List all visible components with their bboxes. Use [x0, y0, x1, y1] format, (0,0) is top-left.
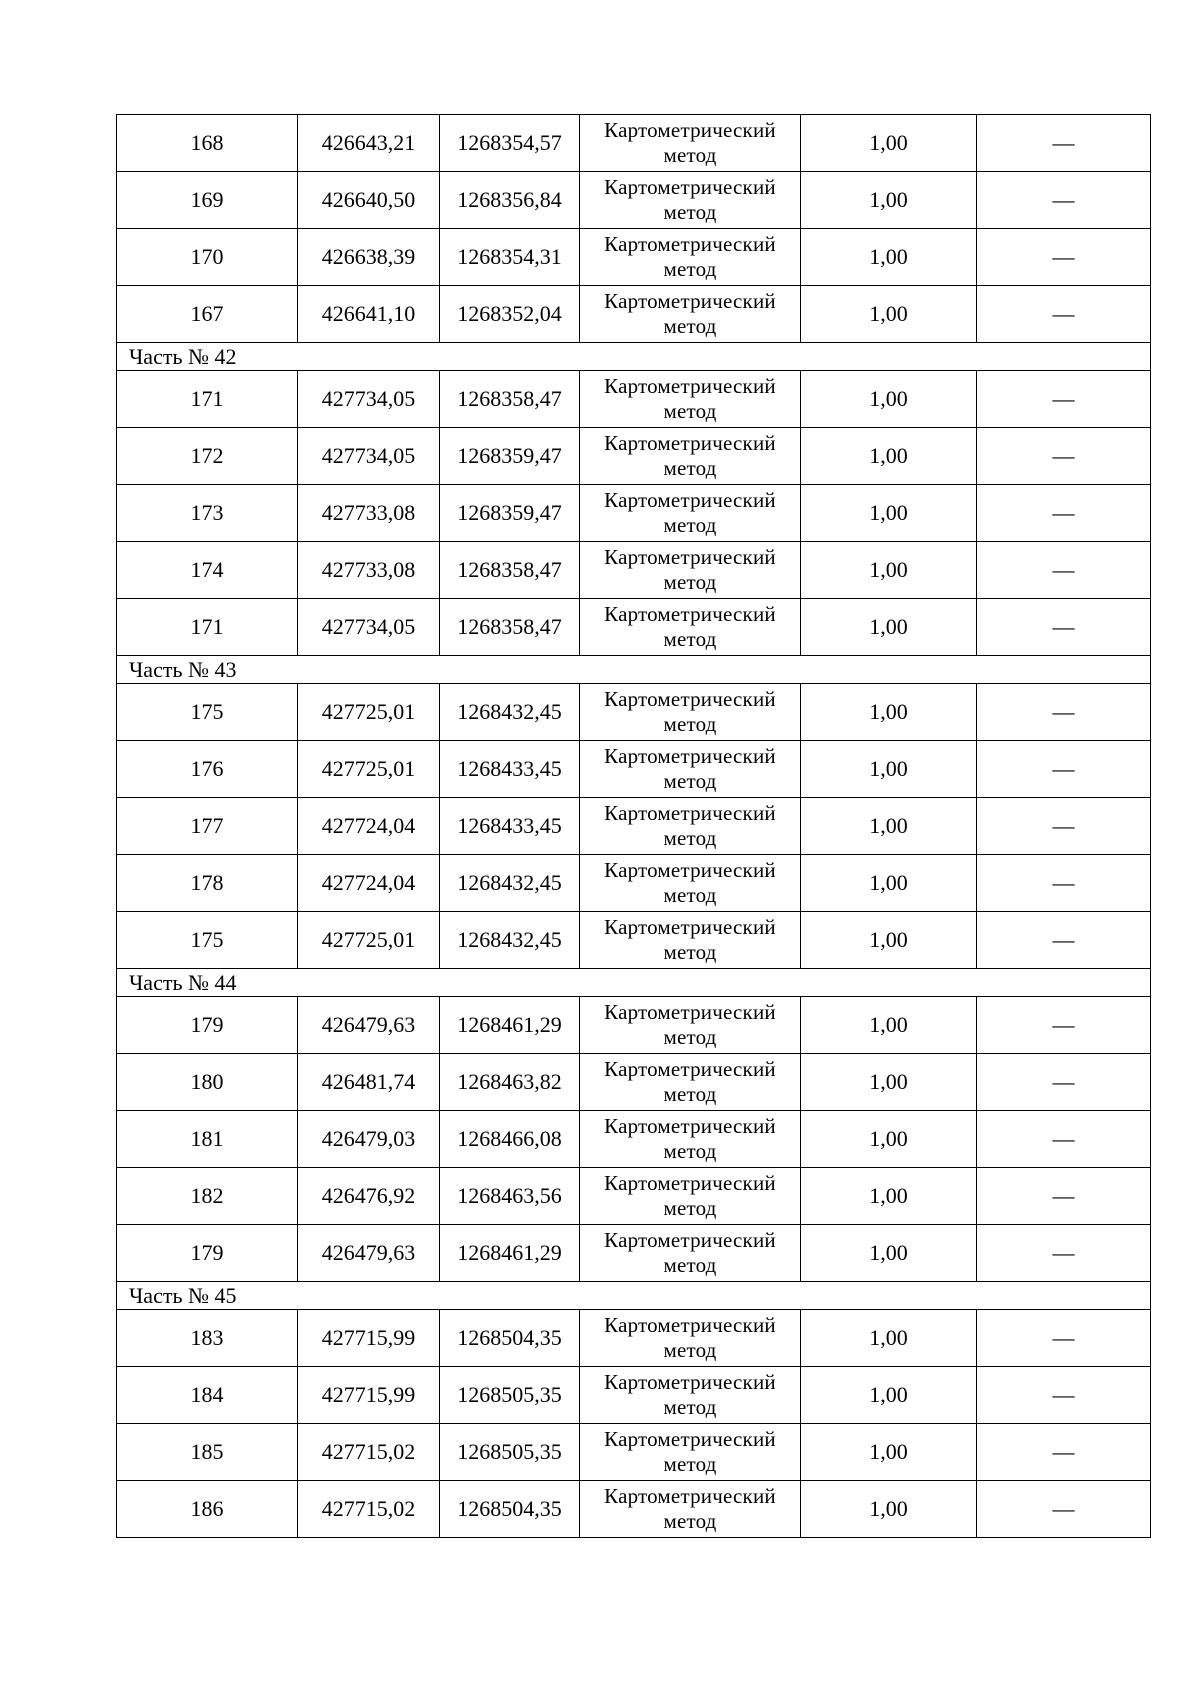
method-cell: Картометрический метод — [580, 229, 801, 286]
x-coordinate-cell: 426638,39 — [298, 229, 440, 286]
table-row — [117, 1310, 1151, 1367]
point-number-cell: 179 — [117, 1225, 298, 1282]
description-cell: — — [977, 115, 1151, 172]
x-coordinate-cell: 427724,04 — [298, 798, 440, 855]
table-row — [117, 599, 1151, 656]
point-number-cell: 179 — [117, 997, 298, 1054]
x-coordinate-cell: 426640,50 — [298, 172, 440, 229]
method-cell: Картометрический метод — [580, 485, 801, 542]
y-coordinate-cell: 1268432,45 — [440, 855, 580, 912]
description-cell: — — [977, 485, 1151, 542]
x-coordinate-cell: 426479,63 — [298, 1225, 440, 1282]
table-row — [117, 542, 1151, 599]
x-coordinate-cell: 426479,63 — [298, 997, 440, 1054]
description-cell: — — [977, 1054, 1151, 1111]
accuracy-cell: 1,00 — [801, 741, 977, 798]
x-coordinate-cell: 427715,02 — [298, 1424, 440, 1481]
table-row — [117, 997, 1151, 1054]
accuracy-cell: 1,00 — [801, 599, 977, 656]
table-row — [117, 1168, 1151, 1225]
point-number-cell: 184 — [117, 1367, 298, 1424]
accuracy-cell: 1,00 — [801, 855, 977, 912]
table-row — [117, 1225, 1151, 1282]
y-coordinate-cell: 1268433,45 — [440, 798, 580, 855]
point-number-cell: 176 — [117, 741, 298, 798]
x-coordinate-cell: 427725,01 — [298, 684, 440, 741]
method-cell: Картометрический метод — [580, 741, 801, 798]
x-coordinate-cell: 427734,05 — [298, 371, 440, 428]
method-cell: Картометрический метод — [580, 1111, 801, 1168]
x-coordinate-cell: 427725,01 — [298, 912, 440, 969]
x-coordinate-cell: 427734,05 — [298, 599, 440, 656]
y-coordinate-cell: 1268505,35 — [440, 1424, 580, 1481]
point-number-cell: 174 — [117, 542, 298, 599]
accuracy-cell: 1,00 — [801, 997, 977, 1054]
point-number-cell: 171 — [117, 371, 298, 428]
x-coordinate-cell: 427734,05 — [298, 428, 440, 485]
table-row — [117, 172, 1151, 229]
point-number-cell: 180 — [117, 1054, 298, 1111]
description-cell: — — [977, 1481, 1151, 1538]
method-cell: Картометрический метод — [580, 1481, 801, 1538]
description-cell: — — [977, 1168, 1151, 1225]
accuracy-cell: 1,00 — [801, 1054, 977, 1111]
table-row — [117, 229, 1151, 286]
accuracy-cell: 1,00 — [801, 1111, 977, 1168]
method-cell: Картометрический метод — [580, 798, 801, 855]
y-coordinate-cell: 1268461,29 — [440, 997, 580, 1054]
accuracy-cell: 1,00 — [801, 172, 977, 229]
point-number-cell: 177 — [117, 798, 298, 855]
section-header-row — [117, 969, 1151, 997]
description-cell: — — [977, 229, 1151, 286]
x-coordinate-cell: 427733,08 — [298, 485, 440, 542]
accuracy-cell: 1,00 — [801, 115, 977, 172]
coordinates-table-body — [117, 115, 1151, 1538]
y-coordinate-cell: 1268354,31 — [440, 229, 580, 286]
method-cell: Картометрический метод — [580, 172, 801, 229]
table-row — [117, 912, 1151, 969]
description-cell: — — [977, 1424, 1151, 1481]
y-coordinate-cell: 1268358,47 — [440, 542, 580, 599]
accuracy-cell: 1,00 — [801, 1225, 977, 1282]
description-cell: — — [977, 741, 1151, 798]
point-number-cell: 173 — [117, 485, 298, 542]
accuracy-cell: 1,00 — [801, 229, 977, 286]
accuracy-cell: 1,00 — [801, 912, 977, 969]
section-label: Часть № 45 — [117, 1282, 1151, 1310]
accuracy-cell: 1,00 — [801, 1481, 977, 1538]
description-cell: — — [977, 1310, 1151, 1367]
method-cell: Картометрический метод — [580, 1054, 801, 1111]
table-row — [117, 1054, 1151, 1111]
x-coordinate-cell: 426476,92 — [298, 1168, 440, 1225]
description-cell: — — [977, 286, 1151, 343]
description-cell: — — [977, 542, 1151, 599]
method-cell: Картометрический метод — [580, 1367, 801, 1424]
accuracy-cell: 1,00 — [801, 1168, 977, 1225]
table-row — [117, 798, 1151, 855]
accuracy-cell: 1,00 — [801, 684, 977, 741]
accuracy-cell: 1,00 — [801, 1367, 977, 1424]
x-coordinate-cell: 426479,03 — [298, 1111, 440, 1168]
description-cell: — — [977, 912, 1151, 969]
method-cell: Картометрический метод — [580, 1225, 801, 1282]
point-number-cell: 168 — [117, 115, 298, 172]
description-cell: — — [977, 684, 1151, 741]
table-row — [117, 485, 1151, 542]
y-coordinate-cell: 1268359,47 — [440, 428, 580, 485]
point-number-cell: 182 — [117, 1168, 298, 1225]
table-row — [117, 855, 1151, 912]
y-coordinate-cell: 1268433,45 — [440, 741, 580, 798]
table-row — [117, 115, 1151, 172]
point-number-cell: 178 — [117, 855, 298, 912]
table-row — [117, 1111, 1151, 1168]
accuracy-cell: 1,00 — [801, 1310, 977, 1367]
description-cell: — — [977, 428, 1151, 485]
x-coordinate-cell: 427725,01 — [298, 741, 440, 798]
point-number-cell: 181 — [117, 1111, 298, 1168]
description-cell: — — [977, 1367, 1151, 1424]
point-number-cell: 167 — [117, 286, 298, 343]
accuracy-cell: 1,00 — [801, 371, 977, 428]
method-cell: Картометрический метод — [580, 1424, 801, 1481]
description-cell: — — [977, 1111, 1151, 1168]
section-header-row — [117, 1282, 1151, 1310]
method-cell: Картометрический метод — [580, 428, 801, 485]
point-number-cell: 185 — [117, 1424, 298, 1481]
x-coordinate-cell: 427733,08 — [298, 542, 440, 599]
y-coordinate-cell: 1268463,56 — [440, 1168, 580, 1225]
method-cell: Картометрический метод — [580, 115, 801, 172]
table-row — [117, 428, 1151, 485]
section-header-row — [117, 656, 1151, 684]
description-cell: — — [977, 1225, 1151, 1282]
y-coordinate-cell: 1268354,57 — [440, 115, 580, 172]
section-header-row — [117, 343, 1151, 371]
y-coordinate-cell: 1268504,35 — [440, 1481, 580, 1538]
y-coordinate-cell: 1268504,35 — [440, 1310, 580, 1367]
table-row — [117, 1424, 1151, 1481]
point-number-cell: 172 — [117, 428, 298, 485]
y-coordinate-cell: 1268359,47 — [440, 485, 580, 542]
method-cell: Картометрический метод — [580, 912, 801, 969]
y-coordinate-cell: 1268358,47 — [440, 599, 580, 656]
y-coordinate-cell: 1268463,82 — [440, 1054, 580, 1111]
description-cell: — — [977, 855, 1151, 912]
point-number-cell: 170 — [117, 229, 298, 286]
method-cell: Картометрический метод — [580, 286, 801, 343]
accuracy-cell: 1,00 — [801, 286, 977, 343]
point-number-cell: 171 — [117, 599, 298, 656]
y-coordinate-cell: 1268461,29 — [440, 1225, 580, 1282]
description-cell: — — [977, 599, 1151, 656]
x-coordinate-cell: 427715,99 — [298, 1310, 440, 1367]
description-cell: — — [977, 172, 1151, 229]
table-row — [117, 741, 1151, 798]
point-number-cell: 183 — [117, 1310, 298, 1367]
method-cell: Картометрический метод — [580, 371, 801, 428]
y-coordinate-cell: 1268432,45 — [440, 684, 580, 741]
y-coordinate-cell: 1268356,84 — [440, 172, 580, 229]
y-coordinate-cell: 1268466,08 — [440, 1111, 580, 1168]
method-cell: Картометрический метод — [580, 684, 801, 741]
table-row — [117, 371, 1151, 428]
accuracy-cell: 1,00 — [801, 485, 977, 542]
description-cell: — — [977, 798, 1151, 855]
accuracy-cell: 1,00 — [801, 798, 977, 855]
method-cell: Картометрический метод — [580, 599, 801, 656]
table-row — [117, 286, 1151, 343]
accuracy-cell: 1,00 — [801, 428, 977, 485]
table-row — [117, 684, 1151, 741]
y-coordinate-cell: 1268358,47 — [440, 371, 580, 428]
y-coordinate-cell: 1268352,04 — [440, 286, 580, 343]
x-coordinate-cell: 426643,21 — [298, 115, 440, 172]
section-label: Часть № 42 — [117, 343, 1151, 371]
table-row — [117, 1367, 1151, 1424]
accuracy-cell: 1,00 — [801, 542, 977, 599]
method-cell: Картометрический метод — [580, 1310, 801, 1367]
x-coordinate-cell: 427715,02 — [298, 1481, 440, 1538]
x-coordinate-cell: 426641,10 — [298, 286, 440, 343]
method-cell: Картометрический метод — [580, 855, 801, 912]
section-label: Часть № 43 — [117, 656, 1151, 684]
description-cell: — — [977, 997, 1151, 1054]
coordinates-table — [116, 114, 1151, 1538]
point-number-cell: 186 — [117, 1481, 298, 1538]
x-coordinate-cell: 426481,74 — [298, 1054, 440, 1111]
point-number-cell: 175 — [117, 912, 298, 969]
method-cell: Картометрический метод — [580, 1168, 801, 1225]
accuracy-cell: 1,00 — [801, 1424, 977, 1481]
table-row — [117, 1481, 1151, 1538]
description-cell: — — [977, 371, 1151, 428]
point-number-cell: 169 — [117, 172, 298, 229]
point-number-cell: 175 — [117, 684, 298, 741]
y-coordinate-cell: 1268505,35 — [440, 1367, 580, 1424]
x-coordinate-cell: 427724,04 — [298, 855, 440, 912]
x-coordinate-cell: 427715,99 — [298, 1367, 440, 1424]
y-coordinate-cell: 1268432,45 — [440, 912, 580, 969]
method-cell: Картометрический метод — [580, 542, 801, 599]
method-cell: Картометрический метод — [580, 997, 801, 1054]
section-label: Часть № 44 — [117, 969, 1151, 997]
